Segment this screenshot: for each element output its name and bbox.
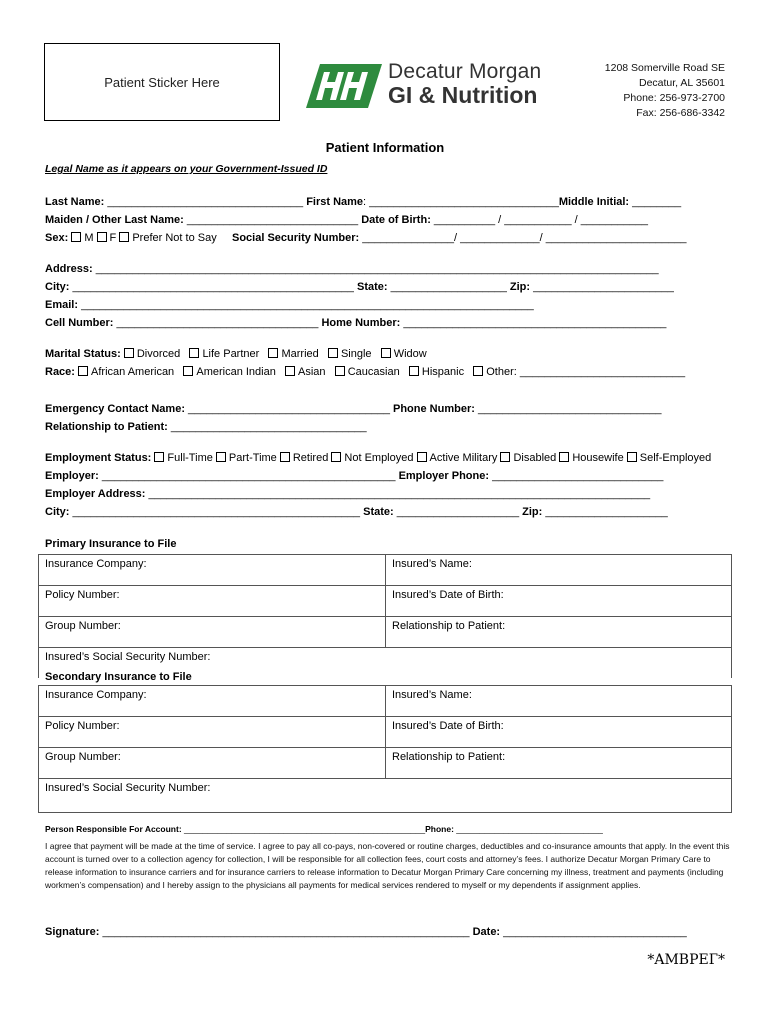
employer-field[interactable]: ________________________________________________: [98, 470, 399, 482]
marital-divorced-label: Divorced: [136, 348, 181, 360]
home-number-field[interactable]: ___________________________________________: [400, 317, 667, 329]
form-code: *AMBPEГ*: [647, 952, 725, 968]
sex-f-checkbox[interactable]: [97, 232, 107, 242]
employer-city-label: City:: [45, 506, 70, 518]
date-label: Date:: [472, 926, 501, 938]
page-subtitle: Legal Name as it appears on your Government-Issued ID: [45, 163, 328, 175]
race-hispanic-label: Hispanic: [421, 366, 465, 378]
primary-policy-number-cell[interactable]: Policy Number:: [39, 586, 386, 617]
secondary-insured-dob-cell[interactable]: Insured’s Date of Birth:: [386, 717, 732, 748]
employment-part-time-label: Part-Time: [228, 452, 277, 464]
signature-label: Signature:: [45, 926, 100, 938]
employment-disabled-checkbox[interactable]: [500, 452, 510, 462]
signature-line: [45, 926, 687, 938]
employment-status-label: Employment Status:: [45, 452, 152, 464]
date-field[interactable]: ______________________________: [500, 926, 687, 938]
ssn-field[interactable]: _______________/ _____________/ _______________________: [359, 232, 687, 244]
sticker-label: Patient Sticker Here: [104, 74, 220, 90]
employer-city-line: [45, 506, 668, 518]
race-other-checkbox[interactable]: [473, 366, 483, 376]
email-line: [45, 299, 534, 311]
city-label: City:: [45, 281, 70, 293]
race-caucasian-checkbox[interactable]: [335, 366, 345, 376]
sex-ssn-line: [45, 232, 686, 244]
signature-field[interactable]: ____________________________________________________________: [99, 926, 473, 938]
patient-sticker-box: [44, 43, 280, 121]
employer-address-line: [45, 488, 650, 500]
employer-state-label: State:: [363, 506, 394, 518]
race-other-field[interactable]: ___________________________: [516, 366, 686, 378]
logo-line-1: Decatur Morgan: [388, 60, 542, 83]
race-american-indian-checkbox[interactable]: [183, 366, 193, 376]
last-name-field[interactable]: ________________________________: [104, 196, 307, 208]
secondary-insurance-company-cell[interactable]: Insurance Company:: [39, 686, 386, 717]
primary-relationship-cell[interactable]: Relationship to Patient:: [386, 617, 732, 648]
employment-self-employed-checkbox[interactable]: [627, 452, 637, 462]
employment-disabled-label: Disabled: [513, 452, 557, 464]
employment-full-time-label: Full-Time: [167, 452, 213, 464]
state-field[interactable]: ___________________: [387, 281, 510, 293]
race-caucasian-label: Caucasian: [347, 366, 400, 378]
middle-initial-field[interactable]: ________: [629, 196, 682, 208]
employment-not-employed-label: Not Employed: [344, 452, 414, 464]
secondary-relationship-cell[interactable]: Relationship to Patient:: [386, 748, 732, 779]
secondary-group-number-cell[interactable]: Group Number:: [39, 748, 386, 779]
race-african-american-checkbox[interactable]: [78, 366, 88, 376]
address-line: [45, 263, 659, 275]
sex-m-checkbox[interactable]: [71, 232, 81, 242]
race-american-indian-label: American Indian: [196, 366, 276, 378]
marital-widow-label: Widow: [393, 348, 427, 360]
maiden-dob-line: [45, 214, 648, 226]
employment-housewife-checkbox[interactable]: [559, 452, 569, 462]
race-other-label: Other:: [486, 366, 517, 378]
page-title: Patient Information: [325, 140, 445, 155]
home-number-label: Home Number:: [321, 317, 401, 329]
employment-housewife-label: Housewife: [572, 452, 624, 464]
employment-status-line: [45, 452, 711, 464]
marital-single-label: Single: [340, 348, 372, 360]
primary-group-number-cell[interactable]: Group Number:: [39, 617, 386, 648]
sex-label: Sex:: [45, 232, 69, 244]
address-label: Address:: [45, 263, 93, 275]
address-field[interactable]: ____________________________________________________________________________________________: [92, 263, 659, 275]
marital-life-partner-checkbox[interactable]: [189, 348, 199, 358]
address-street: 1208 Somerville Road SE: [604, 62, 725, 74]
marital-divorced-checkbox[interactable]: [124, 348, 134, 358]
responsible-phone-field[interactable]: _______________________________: [453, 824, 603, 834]
primary-insured-ssn-cell[interactable]: Insured’s Social Security Number:: [39, 648, 732, 679]
logo-hh-icon: [306, 64, 382, 108]
responsible-party-field[interactable]: ___________________________________________________: [181, 824, 426, 834]
employment-not-employed-checkbox[interactable]: [331, 452, 341, 462]
last-name-label: Last Name:: [45, 196, 105, 208]
primary-insured-name-cell[interactable]: Insured’s Name:: [386, 555, 732, 586]
responsible-party-label: Person Responsible For Account:: [45, 824, 182, 834]
race-hispanic-checkbox[interactable]: [409, 366, 419, 376]
race-label: Race:: [45, 366, 75, 378]
responsible-phone-label: Phone:: [425, 824, 454, 834]
address-phone: Phone: 256-973-2700: [623, 92, 725, 104]
secondary-policy-number-cell[interactable]: Policy Number:: [39, 717, 386, 748]
secondary-insurance-heading: Secondary Insurance to File: [45, 671, 192, 683]
primary-insurance-company-cell[interactable]: Insurance Company:: [39, 555, 386, 586]
first-name-field[interactable]: : _______________________________: [363, 196, 559, 208]
employer-zip-label: Zip:: [522, 506, 543, 518]
employment-retired-label: Retired: [292, 452, 329, 464]
sex-prefer-not-label: Prefer Not to Say: [132, 232, 217, 244]
marital-status-line: [45, 348, 427, 360]
maiden-name-field[interactable]: ____________________________: [183, 214, 362, 226]
responsible-party-line: [45, 824, 603, 834]
secondary-insurance-table: [38, 685, 732, 813]
emergency-relationship-label: Relationship to Patient:: [45, 421, 168, 433]
employer-label: Employer:: [45, 470, 99, 482]
emergency-phone-field[interactable]: ______________________________: [474, 403, 662, 415]
emergency-relationship-line: [45, 421, 367, 433]
phone-line: [45, 317, 666, 329]
marital-widow-checkbox[interactable]: [381, 348, 391, 358]
logo-line-2: GI & Nutrition: [388, 82, 538, 108]
primary-insurance-table: [38, 554, 732, 678]
email-field[interactable]: __________________________________________________________________________: [78, 299, 534, 311]
sex-prefer-not-checkbox[interactable]: [119, 232, 129, 242]
secondary-insured-ssn-cell[interactable]: Insured’s Social Security Number:: [39, 779, 732, 813]
race-asian-label: Asian: [298, 366, 326, 378]
employer-state-field[interactable]: ____________________: [393, 506, 523, 518]
employment-active-military-checkbox[interactable]: [417, 452, 427, 462]
marital-single-checkbox[interactable]: [328, 348, 338, 358]
emergency-contact-line: [45, 403, 662, 415]
marital-life-partner-label: Life Partner: [202, 348, 260, 360]
city-field[interactable]: ______________________________________________: [69, 281, 357, 293]
employer-phone-label: Employer Phone:: [398, 470, 490, 482]
emergency-contact-field[interactable]: _________________________________: [185, 403, 393, 415]
employer-phone-field[interactable]: ____________________________: [489, 470, 664, 482]
address-fax: Fax: 256-686-3342: [636, 107, 725, 119]
dob-field[interactable]: __________ / ___________ / ___________: [430, 214, 649, 226]
sex-f-label: F: [109, 232, 117, 244]
practice-address: [605, 61, 725, 121]
employment-retired-checkbox[interactable]: [280, 452, 290, 462]
employer-address-label: Employer Address:: [45, 488, 146, 500]
ssn-label: Social Security Number:: [232, 232, 360, 244]
marital-married-label: Married: [281, 348, 319, 360]
cell-number-field[interactable]: _________________________________: [113, 317, 322, 329]
employment-active-military-label: Active Military: [429, 452, 498, 464]
employment-part-time-checkbox[interactable]: [216, 452, 226, 462]
employer-address-field[interactable]: __________________________________________________________________________________: [145, 488, 651, 500]
emergency-relationship-field[interactable]: ________________________________: [167, 421, 367, 433]
payment-agreement-text: I agree that payment will be made at the time of service. I agree to pay all co-pays, non-covered or routine charges, deductibles and co-insurance amounts that apply. In the event this account is turned over to a collection agency for collection, I will be responsible for all collection fees, court costs and attorney’s fees. I authorize Decatur Morgan Primary Care to release information to insurance carriers and for insurance carriers to release information to Decatur Morgan Primary Care concerning my illness, treatment and payments (including workmen’s compensation) and I hereby assign to the physicians all payments for medical services rendered to myself or my dependents if assignment applies.: [45, 841, 730, 890]
employer-city-field[interactable]: _______________________________________________: [69, 506, 364, 518]
sex-m-label: M: [84, 232, 94, 244]
employer-zip-field[interactable]: ____________________: [542, 506, 668, 518]
logo: [306, 60, 546, 112]
city-line: [45, 281, 674, 293]
emergency-phone-label: Phone Number:: [393, 403, 475, 415]
employment-self-employed-label: Self-Employed: [639, 452, 712, 464]
address-city: Decatur, AL 35601: [638, 77, 725, 89]
cell-number-label: Cell Number:: [45, 317, 114, 329]
race-african-american-label: African American: [91, 366, 175, 378]
maiden-name-label: Maiden / Other Last Name:: [45, 214, 184, 226]
first-name-label: First Name: [306, 196, 364, 208]
race-asian-checkbox[interactable]: [285, 366, 295, 376]
employer-line: [45, 470, 663, 482]
name-line: [45, 196, 681, 208]
primary-insured-dob-cell[interactable]: Insured’s Date of Birth:: [386, 586, 732, 617]
state-label: State:: [356, 281, 388, 293]
emergency-contact-label: Emergency Contact Name:: [45, 403, 185, 415]
dob-label: Date of Birth:: [361, 214, 431, 226]
middle-initial-label: Middle Initial:: [558, 196, 630, 208]
marital-married-checkbox[interactable]: [268, 348, 278, 358]
employment-full-time-checkbox[interactable]: [154, 452, 164, 462]
marital-status-label: Marital Status:: [45, 348, 121, 360]
primary-insurance-heading: Primary Insurance to File: [45, 538, 177, 550]
zip-label: Zip:: [509, 281, 531, 293]
secondary-insured-name-cell[interactable]: Insured’s Name:: [386, 686, 732, 717]
email-label: Email:: [45, 299, 79, 311]
race-line: [45, 366, 685, 378]
zip-field[interactable]: _______________________: [530, 281, 674, 293]
